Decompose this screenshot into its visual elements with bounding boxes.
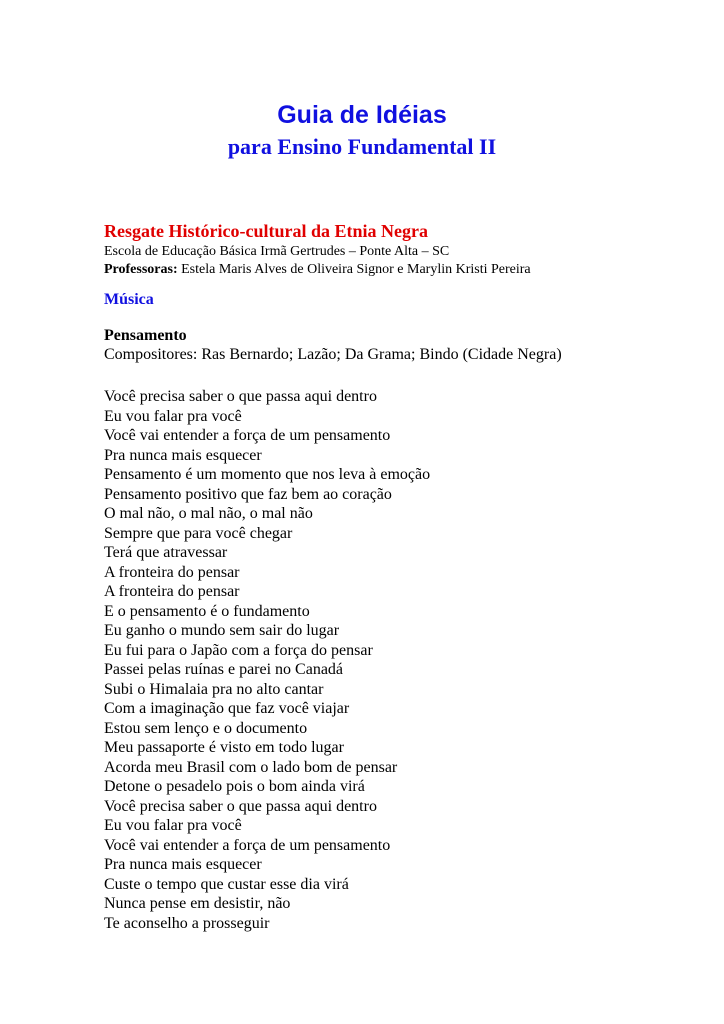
lyric-line: Pra nunca mais esquecer: [104, 856, 262, 873]
lyric-line: O mal não, o mal não, o mal não: [104, 505, 313, 522]
lyric-line: Detone o pesadelo pois o bom ainda virá: [104, 778, 365, 795]
lyric-line: Com a imaginação que faz você viajar: [104, 700, 350, 717]
lyric-line: Te aconselho a prosseguir: [104, 914, 270, 932]
lyric-line: Eu ganho o mundo sem sair do lugar: [104, 622, 340, 639]
document-title: Guia de Idéias: [277, 101, 447, 129]
lyric-line: Acorda meu Brasil com o lado bom de pensar: [104, 758, 398, 776]
lyric-line: Pra nunca mais esquecer: [104, 446, 262, 464]
teachers-names: Estela Maris Alves de Oliveira Signor e Marylin Kristi Pereira: [177, 262, 531, 277]
lyric-line: Meu passaporte é visto em todo lugar: [104, 739, 344, 756]
lyric-line: Subi o Himalaia pra no alto cantar: [104, 680, 324, 698]
lyric-line: Custe o tempo que custar esse dia virá: [104, 875, 349, 893]
lyric-line: Você vai entender a força de um pensamento: [104, 427, 391, 444]
lyric-line: Você vai entender a força de um pensamento: [104, 836, 391, 854]
song-title: Pensamento: [104, 327, 187, 344]
teachers-line: [104, 261, 704, 279]
lyric-line: Eu fui para o Japão com a força do pensar: [104, 641, 373, 659]
lyric-line: Você precisa saber o que passa aqui dentro: [104, 797, 377, 815]
lyric-line: Terá que atravessar: [104, 544, 228, 561]
lyric-line: Estou sem lenço e o documento: [104, 719, 308, 737]
lyric-line: Pensamento é um momento que nos leva à emoção: [104, 466, 431, 483]
lyric-line: A fronteira do pensar: [104, 563, 240, 581]
school-line: Escola de Educação Básica Irmã Gertrudes – Ponte Alta – SC: [104, 244, 450, 259]
lyrics-list: [104, 387, 704, 933]
section-heading: Resgate Histórico-cultural da Etnia Negra: [104, 221, 428, 241]
lyric-line: A fronteira do pensar: [104, 583, 240, 600]
lyric-line: Você precisa saber o que passa aqui dentro: [104, 388, 377, 405]
lyric-line: Eu vou falar pra você: [104, 817, 242, 834]
composers-line: Compositores: Ras Bernardo; Lazão; Da Grama; Bindo (Cidade Negra): [104, 346, 562, 363]
lyric-line: Pensamento positivo que faz bem ao coração: [104, 485, 392, 503]
lyric-line: Sempre que para você chegar: [104, 524, 293, 542]
lyric-line: Eu vou falar pra você: [104, 407, 242, 425]
document-subtitle: para Ensino Fundamental II: [227, 134, 497, 159]
category-heading: Música: [104, 291, 154, 308]
lyric-line: Nunca pense em desistir, não: [104, 895, 291, 912]
lyric-line: E o pensamento é o fundamento: [104, 602, 310, 620]
teachers-label: Professoras:: [104, 262, 178, 277]
lyric-line: Passei pelas ruínas e parei no Canadá: [104, 661, 344, 678]
